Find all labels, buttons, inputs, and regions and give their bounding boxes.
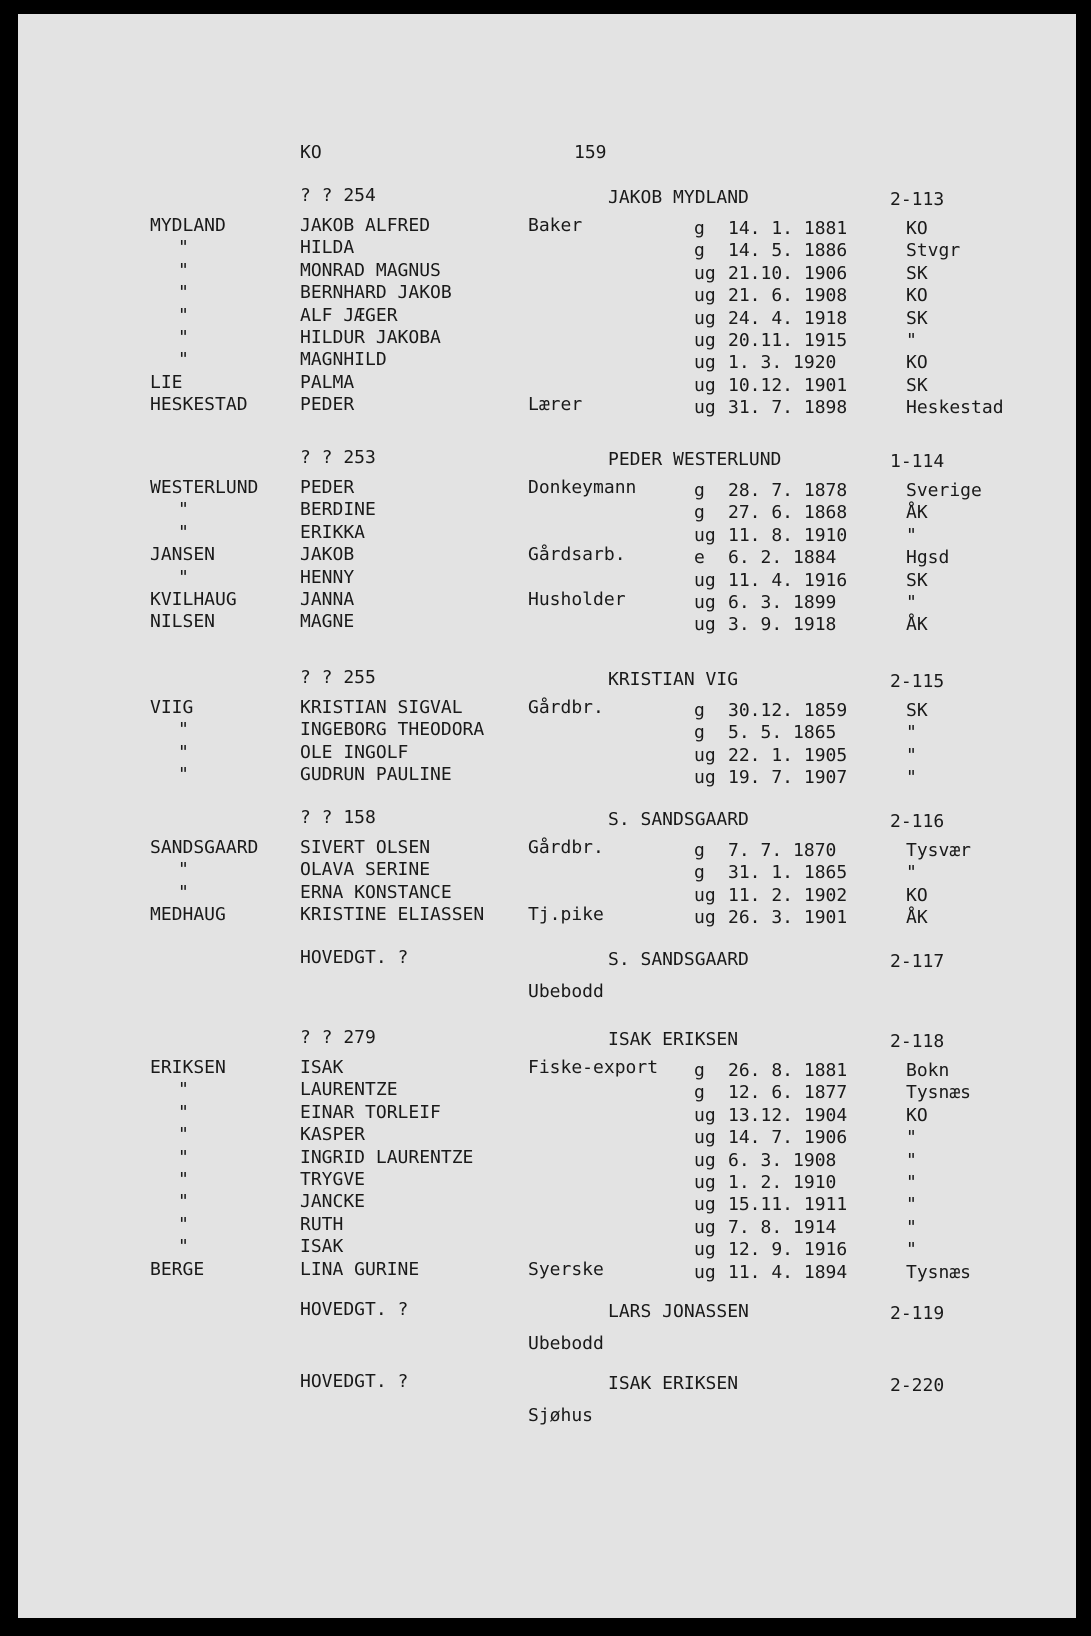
person-given-name: JANCKE xyxy=(300,1191,366,1213)
person-marital-status: ug xyxy=(694,1172,716,1193)
person-surname: " xyxy=(178,521,189,543)
person-birthplace: " xyxy=(906,1194,917,1216)
person-surname: HESKESTAD xyxy=(150,394,248,416)
person-marital-status: g xyxy=(694,502,705,524)
person-marital-status: ug xyxy=(694,614,716,636)
person-marital-status: ug xyxy=(694,352,716,374)
person-birthplace: " xyxy=(906,1216,917,1238)
page-section-label: KO xyxy=(300,142,322,163)
person-marital-status: ug xyxy=(694,262,716,284)
person-given-name: PEDER xyxy=(300,394,355,416)
person-marital-status: g xyxy=(694,862,705,884)
person-birthplace: SK xyxy=(906,262,928,284)
person-marital-status: ug xyxy=(694,307,716,329)
person-given-name: BERDINE xyxy=(300,499,376,521)
person-marital-status: ug xyxy=(694,397,716,419)
person-surname: " xyxy=(178,1079,189,1101)
person-birth-date: 13.12. 1904 xyxy=(728,1104,848,1126)
person-birth-date: 28. 7. 1878 xyxy=(728,480,848,501)
person-occupation: Gårdsarb. xyxy=(528,544,626,566)
person-birth-date: 21.10. 1906 xyxy=(728,262,848,284)
person-marital-status: ug xyxy=(694,1127,716,1149)
person-surname: " xyxy=(178,259,189,281)
household-head: ISAK ERIKSEN xyxy=(608,1373,739,1394)
person-birthplace: SK xyxy=(906,569,928,591)
person-given-name: PEDER xyxy=(300,477,355,498)
person-surname: " xyxy=(178,282,189,304)
person-occupation: Gårdbr. xyxy=(528,837,604,858)
person-marital-status: g xyxy=(694,1082,705,1104)
person-birth-date: 15.11. 1911 xyxy=(728,1194,848,1216)
person-birthplace: " xyxy=(906,1172,917,1193)
household-ref: ? ? 255 xyxy=(300,667,376,688)
page-number: 159 xyxy=(574,142,607,163)
person-surname: WESTERLUND xyxy=(150,477,259,498)
household-head: JAKOB MYDLAND xyxy=(608,187,749,208)
person-surname: " xyxy=(178,1236,189,1258)
household-code: 2-113 xyxy=(890,189,945,210)
person-given-name: ALF JÆGER xyxy=(300,304,398,326)
person-surname: KVILHAUG xyxy=(150,589,237,610)
person-surname: MYDLAND xyxy=(150,215,226,236)
person-surname: NILSEN xyxy=(150,611,216,633)
person-birth-date: 10.12. 1901 xyxy=(728,374,848,396)
person-given-name: LAURENTZE xyxy=(300,1079,398,1101)
person-occupation: Baker xyxy=(528,215,583,236)
person-given-name: ERIKKA xyxy=(300,521,366,543)
person-marital-status: ug xyxy=(694,285,716,307)
person-given-name: JAKOB ALFRED xyxy=(300,215,431,236)
person-birthplace: KO xyxy=(906,285,928,307)
person-birth-date: 14. 1. 1881 xyxy=(728,218,848,239)
person-birthplace: ÅK xyxy=(906,907,928,929)
person-birth-date: 26. 8. 1881 xyxy=(728,1060,848,1081)
person-surname: " xyxy=(178,1213,189,1235)
person-marital-status: ug xyxy=(694,907,716,929)
person-surname: ERIKSEN xyxy=(150,1057,226,1078)
person-given-name: KASPER xyxy=(300,1124,366,1146)
person-surname: " xyxy=(178,1101,189,1123)
person-birthplace: KO xyxy=(906,218,928,239)
person-birthplace: SK xyxy=(906,307,928,329)
person-birthplace: " xyxy=(906,1127,917,1149)
person-surname: " xyxy=(178,1124,189,1146)
person-birth-date: 31. 1. 1865 xyxy=(728,862,848,884)
person-birth-date: 14. 5. 1886 xyxy=(728,240,848,262)
person-given-name: ERNA KONSTANCE xyxy=(300,881,452,903)
household-code: 1-114 xyxy=(890,451,945,472)
household-ref: ? ? 254 xyxy=(300,185,376,206)
person-birth-date: 1. 2. 1910 xyxy=(728,1172,837,1193)
person-marital-status: e xyxy=(694,547,705,569)
person-marital-status: ug xyxy=(694,330,716,351)
person-given-name: TRYGVE xyxy=(300,1169,366,1190)
person-given-name: HILDUR JAKOBA xyxy=(300,327,441,348)
person-given-name: GUDRUN PAULINE xyxy=(300,764,452,786)
person-given-name: HILDA xyxy=(300,237,355,259)
person-surname: " xyxy=(178,327,189,348)
person-birthplace: KO xyxy=(906,352,928,374)
person-surname: " xyxy=(178,719,189,741)
person-marital-status: ug xyxy=(694,1149,716,1171)
person-given-name: INGEBORG THEODORA xyxy=(300,719,485,741)
person-birth-date: 22. 1. 1905 xyxy=(728,744,848,766)
person-birth-date: 11. 8. 1910 xyxy=(728,524,848,546)
person-birth-date: 6. 2. 1884 xyxy=(728,547,837,569)
person-surname: " xyxy=(178,764,189,786)
person-birth-date: 20.11. 1915 xyxy=(728,330,848,351)
person-surname: " xyxy=(178,881,189,903)
person-given-name: INGRID LAURENTZE xyxy=(300,1146,474,1168)
person-given-name: OLAVA SERINE xyxy=(300,859,431,881)
person-occupation: Donkeymann xyxy=(528,477,637,498)
person-birthplace: SK xyxy=(906,700,928,721)
person-given-name: MONRAD MAGNUS xyxy=(300,259,441,281)
person-birthplace: Tysnæs xyxy=(906,1082,972,1104)
person-surname: " xyxy=(178,566,189,588)
person-marital-status: g xyxy=(694,840,705,861)
person-birthplace: " xyxy=(906,592,917,613)
person-surname: " xyxy=(178,304,189,326)
person-birthplace: KO xyxy=(906,1104,928,1126)
person-given-name: EINAR TORLEIF xyxy=(300,1101,441,1123)
person-given-name: MAGNE xyxy=(300,611,355,633)
person-birthplace: Sverige xyxy=(906,480,982,501)
person-marital-status: ug xyxy=(694,744,716,766)
person-birthplace: Bokn xyxy=(906,1060,950,1081)
person-surname: JANSEN xyxy=(150,544,216,566)
person-birthplace: " xyxy=(906,1239,917,1261)
household-head: PEDER WESTERLUND xyxy=(608,449,782,470)
household-note: Ubebodd xyxy=(528,1333,604,1354)
person-birth-date: 30.12. 1859 xyxy=(728,700,848,721)
person-birth-date: 11. 4. 1894 xyxy=(728,1261,848,1283)
person-marital-status: ug xyxy=(694,592,716,613)
person-surname: SANDSGAARD xyxy=(150,837,259,858)
person-marital-status: ug xyxy=(694,1261,716,1283)
person-birthplace: " xyxy=(906,1149,917,1171)
person-given-name: PALMA xyxy=(300,371,355,393)
person-surname: VIIG xyxy=(150,697,194,718)
person-occupation: Husholder xyxy=(528,589,626,610)
person-marital-status: g xyxy=(694,722,705,744)
person-birthplace: " xyxy=(906,744,917,766)
person-marital-status: g xyxy=(694,1060,705,1081)
person-birthplace: Hgsd xyxy=(906,547,950,569)
person-birthplace: KO xyxy=(906,884,928,906)
person-birth-date: 14. 7. 1906 xyxy=(728,1127,848,1149)
person-given-name: HENNY xyxy=(300,566,355,588)
person-birthplace: " xyxy=(906,722,917,744)
person-given-name: SIVERT OLSEN xyxy=(300,837,431,858)
household-head: S. SANDSGAARD xyxy=(608,809,749,830)
person-marital-status: ug xyxy=(694,884,716,906)
person-given-name: LINA GURINE xyxy=(300,1258,420,1280)
person-birth-date: 11. 2. 1902 xyxy=(728,884,848,906)
person-birth-date: 21. 6. 1908 xyxy=(728,285,848,307)
person-marital-status: g xyxy=(694,240,705,262)
household-code: 2-220 xyxy=(890,1375,945,1396)
person-surname: " xyxy=(178,741,189,763)
person-given-name: BERNHARD JAKOB xyxy=(300,282,452,304)
household-code: 2-116 xyxy=(890,811,945,832)
person-marital-status: ug xyxy=(694,1194,716,1216)
person-marital-status: ug xyxy=(694,1239,716,1261)
census-page xyxy=(18,14,1076,1618)
household-code: 2-119 xyxy=(890,1303,945,1324)
person-surname: MEDHAUG xyxy=(150,904,226,926)
person-birthplace: " xyxy=(906,330,917,351)
household-ref: HOVEDGT. ? xyxy=(300,947,409,968)
person-birth-date: 11. 4. 1916 xyxy=(728,569,848,591)
person-given-name: MAGNHILD xyxy=(300,349,387,371)
person-birth-date: 3. 9. 1918 xyxy=(728,614,837,636)
person-given-name: KRISTIAN SIGVAL xyxy=(300,697,463,718)
household-ref: HOVEDGT. ? xyxy=(300,1371,409,1392)
household-head: S. SANDSGAARD xyxy=(608,949,749,970)
person-given-name: KRISTINE ELIASSEN xyxy=(300,904,485,926)
person-birth-date: 6. 3. 1908 xyxy=(728,1149,837,1171)
person-birth-date: 7. 7. 1870 xyxy=(728,840,837,861)
person-occupation: Lærer xyxy=(528,394,583,416)
person-surname: " xyxy=(178,1191,189,1213)
household-note: Ubebodd xyxy=(528,981,604,1002)
person-surname: " xyxy=(178,859,189,881)
household-code: 2-118 xyxy=(890,1031,945,1052)
person-birthplace: Tysnæs xyxy=(906,1261,972,1283)
person-surname: BERGE xyxy=(150,1258,205,1280)
person-birthplace: " xyxy=(906,767,917,789)
person-birth-date: 26. 3. 1901 xyxy=(728,907,848,929)
person-birth-date: 5. 5. 1865 xyxy=(728,722,837,744)
household-ref: ? ? 253 xyxy=(300,447,376,468)
person-given-name: JAKOB xyxy=(300,544,355,566)
person-surname: " xyxy=(178,499,189,521)
household-head: ISAK ERIKSEN xyxy=(608,1029,739,1050)
person-birthplace: Heskestad xyxy=(906,397,1004,419)
person-birth-date: 12. 6. 1877 xyxy=(728,1082,848,1104)
person-birthplace: Stvgr xyxy=(906,240,961,262)
household-code: 2-117 xyxy=(890,951,945,972)
person-birth-date: 6. 3. 1899 xyxy=(728,592,837,613)
person-surname: " xyxy=(178,349,189,371)
person-occupation: Syerske xyxy=(528,1258,604,1280)
census-listing xyxy=(18,14,1076,1618)
person-birth-date: 24. 4. 1918 xyxy=(728,307,848,329)
person-birth-date: 27. 6. 1868 xyxy=(728,502,848,524)
household-note: Sjøhus xyxy=(528,1405,594,1426)
person-marital-status: g xyxy=(694,480,705,501)
person-birthplace: Tysvær xyxy=(906,840,972,861)
person-birth-date: 1. 3. 1920 xyxy=(728,352,837,374)
person-birthplace: ÅK xyxy=(906,614,928,636)
person-occupation: Tj.pike xyxy=(528,904,604,926)
household-ref: HOVEDGT. ? xyxy=(300,1299,409,1320)
person-birth-date: 7. 8. 1914 xyxy=(728,1216,837,1238)
person-birthplace: ÅK xyxy=(906,502,928,524)
household-head: LARS JONASSEN xyxy=(608,1301,749,1322)
person-given-name: ISAK xyxy=(300,1236,344,1258)
household-ref: ? ? 158 xyxy=(300,807,376,828)
person-surname: " xyxy=(178,1169,189,1190)
household-code: 2-115 xyxy=(890,671,945,692)
person-given-name: RUTH xyxy=(300,1213,344,1235)
person-marital-status: ug xyxy=(694,1216,716,1238)
person-surname: " xyxy=(178,1146,189,1168)
person-given-name: JANNA xyxy=(300,589,355,610)
person-given-name: OLE INGOLF xyxy=(300,741,409,763)
person-marital-status: ug xyxy=(694,767,716,789)
person-surname: " xyxy=(178,237,189,259)
person-occupation: Gårdbr. xyxy=(528,697,604,718)
person-birth-date: 12. 9. 1916 xyxy=(728,1239,848,1261)
person-marital-status: ug xyxy=(694,1104,716,1126)
person-birthplace: " xyxy=(906,524,917,546)
household-ref: ? ? 279 xyxy=(300,1027,376,1048)
person-birthplace: SK xyxy=(906,374,928,396)
person-marital-status: ug xyxy=(694,569,716,591)
person-surname: LIE xyxy=(150,371,183,393)
person-marital-status: ug xyxy=(694,524,716,546)
person-marital-status: g xyxy=(694,218,705,239)
person-marital-status: g xyxy=(694,700,705,721)
person-birth-date: 31. 7. 1898 xyxy=(728,397,848,419)
person-occupation: Fiske-export xyxy=(528,1057,659,1078)
person-birthplace: " xyxy=(906,862,917,884)
person-given-name: ISAK xyxy=(300,1057,344,1078)
person-birth-date: 19. 7. 1907 xyxy=(728,767,848,789)
household-head: KRISTIAN VIG xyxy=(608,669,739,690)
person-marital-status: ug xyxy=(694,374,716,396)
